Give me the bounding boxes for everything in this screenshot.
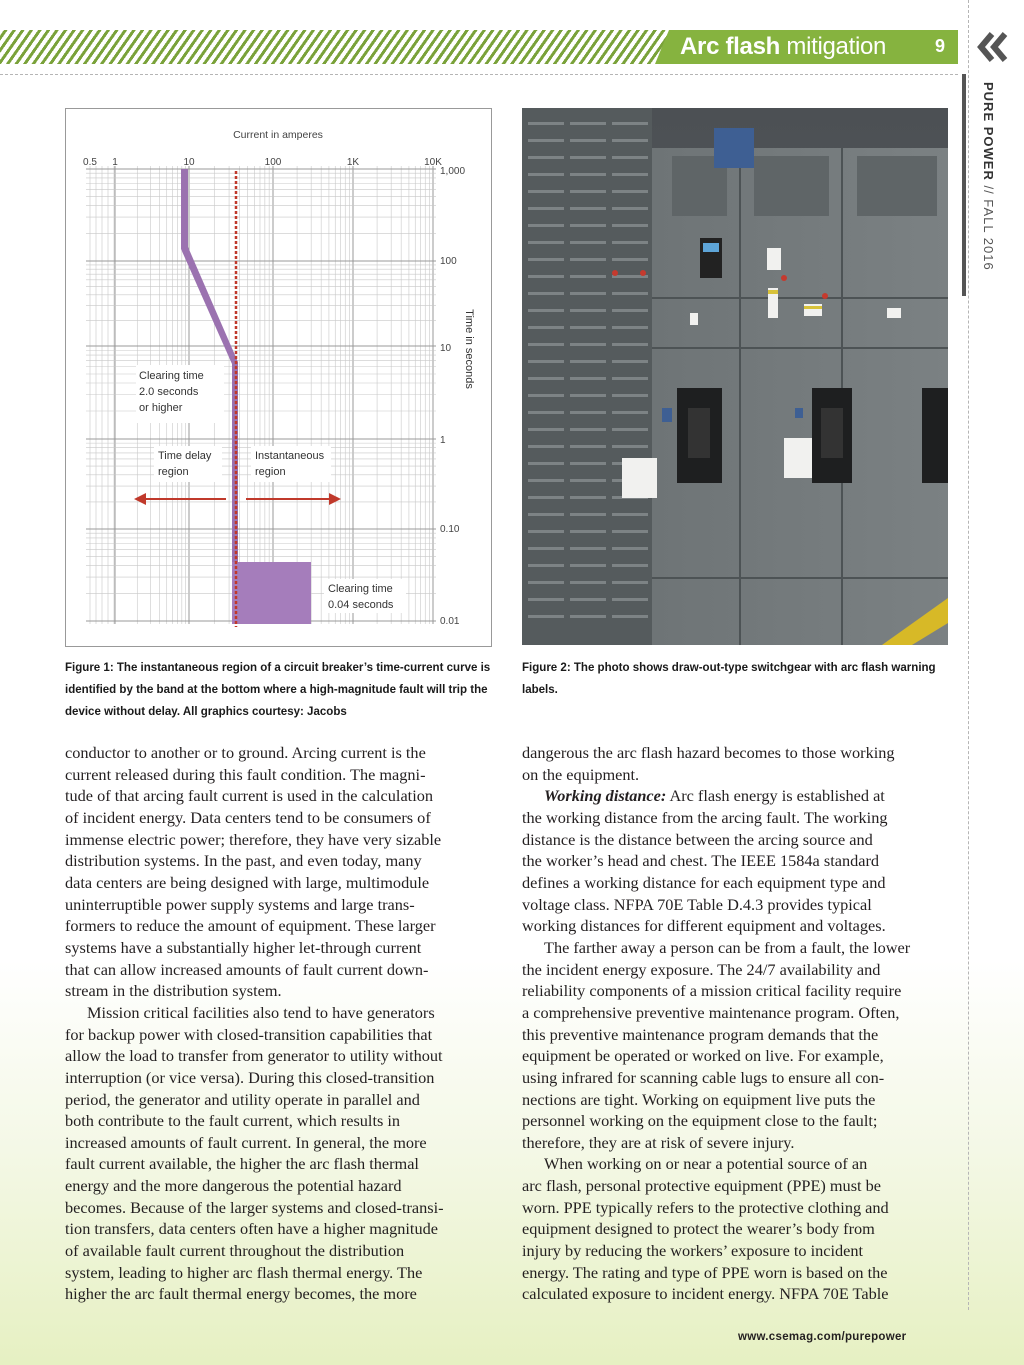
x-tick-label: 10 <box>183 157 195 168</box>
vent-slot <box>612 190 648 193</box>
vent-slot <box>612 394 648 397</box>
vent-slot <box>528 564 564 567</box>
vent-slot <box>612 207 648 210</box>
body-column-left <box>65 742 493 1305</box>
vent-slot <box>528 615 564 618</box>
body-line: that can allow increased amounts of fault current down- <box>65 959 429 979</box>
vent-slot <box>528 445 564 448</box>
vent-slot <box>612 309 648 312</box>
vent-slot <box>612 258 648 261</box>
vent-slot <box>612 547 648 550</box>
vent-slot <box>612 343 648 346</box>
figure-1-time-current-curve <box>65 108 492 647</box>
body-line: of available fault current throughout the distribution <box>65 1241 405 1261</box>
body-line: reliability components of a mission critical facility require <box>522 981 902 1001</box>
vent-slot <box>570 241 606 244</box>
body-line: system, leading to higher arc flash thermal energy. The <box>65 1262 423 1282</box>
vent-slot <box>570 513 606 516</box>
body-line: defines a working distance for each equipment type and <box>522 872 886 892</box>
body-line: current released during this fault condition. The magni- <box>65 764 426 784</box>
vent-slot <box>528 360 564 363</box>
vent-slot <box>612 241 648 244</box>
vent-slot <box>528 377 564 380</box>
vent-slot <box>570 224 606 227</box>
vent-slot <box>570 581 606 584</box>
x-tick-label: 1K <box>346 157 360 168</box>
vent-slot <box>570 343 606 346</box>
body-line: on the equipment. <box>522 764 640 784</box>
body-line: higher the arc fault thermal energy becomes, the more <box>65 1284 417 1304</box>
body-line: voltage class. NFPA 70E Table D.4.3 provides typical <box>522 894 872 914</box>
body-line: injury by reducing the workers’ exposure to incident <box>522 1241 864 1261</box>
body-line: the working distance from the arcing fault. The working <box>522 807 888 827</box>
y-tick-label: 0.01 <box>440 616 460 627</box>
vent-slot <box>570 445 606 448</box>
body-line: this preventive maintenance program demands that the <box>522 1024 879 1044</box>
vent-slot <box>528 513 564 516</box>
figure-2-caption: Figure 2: The photo shows draw-out-type switchgear with arc flash warning labels. <box>522 660 936 696</box>
body-line: arc flash, personal protective equipment (PPE) must be <box>522 1176 881 1196</box>
y-axis-label: Time in seconds <box>463 309 475 389</box>
body-line: period, the generator and utility operate in parallel and <box>65 1089 420 1109</box>
body-line: therefore, they are at risk of severe injury. <box>522 1132 795 1152</box>
header-divider <box>0 74 958 75</box>
body-line: allow the load to transfer from generator to utility without <box>65 1046 443 1066</box>
vent-slot <box>612 411 648 414</box>
vent-slot <box>570 207 606 210</box>
body-line: calculated exposure to incident energy. NFPA 70E Table <box>522 1284 889 1304</box>
y-tick-label: 1,000 <box>440 166 466 177</box>
vent-slot <box>570 156 606 159</box>
vent-slot <box>612 292 648 295</box>
vent-slot <box>612 581 648 584</box>
vent-slot <box>570 360 606 363</box>
body-line: formers to reduce the amount of equipment. These larger <box>65 916 436 936</box>
figure-1-caption: Figure 1: The instantaneous region of a circuit breaker’s time-current curve is identified by the band at the bottom where a high-magnitude fault will trip the device without delay. All graphics courtesy: Jacobs <box>65 660 491 718</box>
vent-slot <box>528 411 564 414</box>
vent-slot <box>570 309 606 312</box>
body-line: data centers are being designed with large, multimodule <box>65 872 430 892</box>
vent-slot <box>528 581 564 584</box>
vent-slot <box>528 547 564 550</box>
body-line: systems have a substantially higher let-through current <box>65 937 422 957</box>
vent-slot <box>528 207 564 210</box>
vent-slot <box>570 292 606 295</box>
body-line: increased amounts of fault current. In general, the more <box>65 1132 427 1152</box>
page-number: 9 <box>935 36 946 56</box>
switchgear-illustration <box>522 108 948 645</box>
y-tick-label: 100 <box>440 256 457 267</box>
x-tick-label: 1 <box>112 157 118 168</box>
time-delay-arrowhead <box>134 493 146 505</box>
vent-slot <box>612 224 648 227</box>
vent-slot <box>612 598 648 601</box>
vent-slot <box>528 241 564 244</box>
vent-slot <box>570 411 606 414</box>
body-line: energy and the more dangerous the potential hazard <box>65 1176 402 1196</box>
body-line: becomes. Because of the larger systems and closed-transi- <box>65 1197 444 1217</box>
vent-slot <box>570 122 606 125</box>
body-line: tude of that arcing fault current is used in the calculation <box>65 786 434 806</box>
body-line: interruption (or vice versa). During this closed-transition <box>65 1067 435 1087</box>
body-line: The farther away a person can be from a fault, the lower <box>544 937 911 957</box>
body-line: nections are tight. Working on equipment live puts the <box>522 1089 876 1109</box>
vent-slot <box>612 326 648 329</box>
vent-slot <box>612 428 648 431</box>
footer-url: www.csemag.com/purepower <box>738 1331 907 1343</box>
y-tick-label: 10 <box>440 343 452 354</box>
vent-slot <box>528 428 564 431</box>
body-line: uninterruptible power supply systems and large trans- <box>65 894 415 914</box>
vent-slot <box>570 258 606 261</box>
vent-slot <box>612 139 648 142</box>
y-tick-labels <box>440 166 465 627</box>
vent-slot <box>612 122 648 125</box>
annotation-clearing-short: Clearing time 0.04 seconds <box>328 583 394 611</box>
vent-slot <box>612 173 648 176</box>
vent-slot <box>570 530 606 533</box>
double-chevron-icon <box>972 30 1012 64</box>
vent-slot <box>528 156 564 159</box>
vent-slot <box>528 224 564 227</box>
vent-slot <box>570 377 606 380</box>
body-line: distribution systems. In the past, and even today, many <box>65 851 422 871</box>
vent-slot <box>528 139 564 142</box>
vent-slot <box>570 496 606 499</box>
vent-slot <box>612 156 648 159</box>
annotation-time-delay-region: Time delay region <box>158 450 212 478</box>
equipment-id-label <box>714 128 754 168</box>
vent-slot <box>570 479 606 482</box>
vent-slot <box>570 173 606 176</box>
body-line: working distances for different equipment and voltages. <box>522 916 886 936</box>
vent-slot <box>528 479 564 482</box>
body-line: energy. The rating and type of PPE worn is based on the <box>522 1262 888 1282</box>
y-tick-label: 0.10 <box>440 524 460 535</box>
vent-slot <box>570 462 606 465</box>
vent-slot <box>612 377 648 380</box>
vent-slot <box>570 190 606 193</box>
body-line: personnel working on the equipment close to the fault; <box>522 1111 878 1131</box>
body-line: worn. PPE typically refers to the protective clothing and <box>522 1197 889 1217</box>
vent-slot <box>528 292 564 295</box>
vent-slot <box>528 258 564 261</box>
body-line: the worker’s head and chest. The IEEE 1584a standard <box>522 851 880 871</box>
body-line: When working on or near a potential source of an <box>544 1154 868 1174</box>
margin-divider <box>968 0 969 1310</box>
vent-slot <box>612 615 648 618</box>
vent-slot <box>528 343 564 346</box>
vent-slot <box>528 394 564 397</box>
body-line: equipment designed to protect the wearer’s body from <box>522 1219 875 1239</box>
vent-slot <box>528 326 564 329</box>
body-line: using infrared for scanning cable lugs to ensure all con- <box>522 1067 885 1087</box>
vent-slot <box>570 394 606 397</box>
side-accent-bar <box>962 74 966 296</box>
body-line: Mission critical facilities also tend to have generators <box>87 1002 435 1022</box>
vent-slot <box>528 122 564 125</box>
body-line: Working distance: Arc flash energy is established at <box>544 786 885 806</box>
publication-tag: PURE POWER // FALL 2016 <box>981 82 996 271</box>
vent-slot <box>612 513 648 516</box>
vent-slot <box>570 615 606 618</box>
body-line: stream in the distribution system. <box>65 981 282 1001</box>
body-line: conductor to another or to ground. Arcing current is the <box>65 743 426 762</box>
vent-slot <box>570 547 606 550</box>
body-line: for backup power with closed-transition capabilities that <box>65 1024 433 1044</box>
body-line: immense electric power; therefore, they have very sizable <box>65 829 442 849</box>
vent-slot <box>612 445 648 448</box>
vent-slot <box>528 190 564 193</box>
figure-2-switchgear-photo <box>522 108 948 645</box>
vent-slot <box>570 275 606 278</box>
body-column-right <box>522 742 952 1305</box>
vent-slot <box>528 173 564 176</box>
body-line: the incident energy exposure. The 24/7 availability and <box>522 959 881 979</box>
body-line: both contribute to the fault current, which results in <box>65 1111 401 1131</box>
vent-slot <box>528 496 564 499</box>
y-tick-label: 1 <box>440 435 446 446</box>
vent-slot <box>612 530 648 533</box>
vent-slot <box>570 139 606 142</box>
vent-slot <box>570 326 606 329</box>
vent-slot <box>528 598 564 601</box>
vent-slot <box>528 309 564 312</box>
x-tick-label: 10K <box>424 157 442 168</box>
body-line: dangerous the arc flash hazard becomes to those working <box>522 743 895 762</box>
chart-title: Current in amperes <box>233 129 323 141</box>
vent-slot <box>528 275 564 278</box>
working-distance-heading: Working distance: <box>544 786 667 806</box>
vent-slot <box>528 530 564 533</box>
x-tick-labels <box>83 157 442 168</box>
x-tick-label: 0.5 <box>83 157 97 168</box>
annotation-instantaneous-region: Instantaneous region <box>255 450 325 478</box>
instantaneous-band <box>232 562 311 624</box>
x-tick-label: 100 <box>264 157 282 168</box>
vent-slot <box>612 360 648 363</box>
vent-slot <box>528 462 564 465</box>
vent-slot <box>570 598 606 601</box>
vent-slot <box>570 564 606 567</box>
body-line: distance is the distance between the arcing source and <box>522 829 873 849</box>
time-current-chart <box>66 109 491 646</box>
body-line: tion transfers, data centers often have a higher magnitude <box>65 1219 438 1239</box>
body-line: a comprehensive preventive maintenance program. Often, <box>522 1002 900 1022</box>
section-title: Arc flash mitigation <box>680 33 887 60</box>
vent-slot <box>570 428 606 431</box>
body-line: fault current available, the higher the arc flash thermal <box>65 1154 419 1174</box>
annotation-clearing-long: Clearing time 2.0 seconds or higher <box>139 370 204 414</box>
vent-slot <box>612 564 648 567</box>
body-line: of incident energy. Data centers tend to be consumers of <box>65 807 431 827</box>
body-line: equipment be operated or worked on live. For example, <box>522 1046 884 1066</box>
